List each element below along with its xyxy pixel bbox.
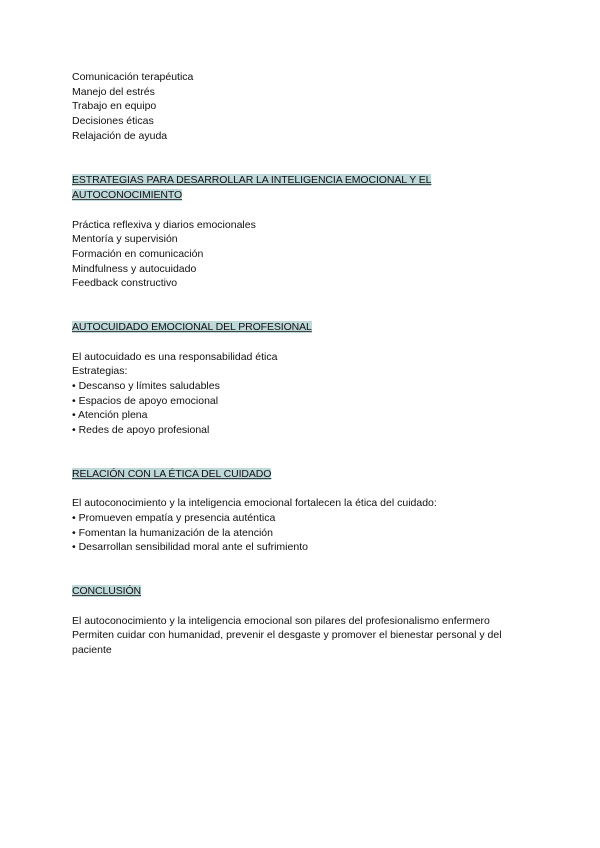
bullet-item: • Desarrollan sensibilidad moral ante el sufrimiento [72,541,308,554]
bullet-item: • Espacios de apoyo emocional [72,394,219,407]
section-heading-strategies: ESTRATEGIAS PARA DESARROLLAR LA INTELIGENCIA EMOCIONAL Y EL AUTOCONOCIMIENTO [72,173,432,202]
list-item: Feedback constructivo [72,277,178,290]
list-item: Formación en comunicación [72,247,204,260]
bullet-item: • Redes de apoyo profesional [72,424,210,437]
list-item: Decisiones éticas [72,115,154,128]
list-item: Relajación de ayuda [72,129,168,142]
paragraph: El autocuidado es una responsabilidad ética [72,350,278,363]
section-heading-ethics: RELACIÓN CON LA ÉTICA DEL CUIDADO [72,467,272,480]
section-ethics [72,467,542,555]
paragraph: El autoconocimiento y la inteligencia emocional son pilares del profesionalismo enfermero [72,614,490,627]
list-item: Manejo del estrés [72,85,155,98]
list-item: Mindfulness y autocuidado [72,262,197,275]
list-item: Práctica reflexiva y diarios emocionales [72,218,256,231]
bullet-item: • Atención plena [72,409,148,422]
top-list [72,70,542,144]
section-conclusion [72,584,542,658]
section-heading-conclusion: CONCLUSIÓN [72,585,142,598]
subheading: Estrategias: [72,365,128,378]
section-strategies [72,173,542,292]
document-body [72,70,542,658]
section-heading-selfcare: AUTOCUIDADO EMOCIONAL DEL PROFESIONAL [72,321,312,334]
list-item: Mentoría y supervisión [72,233,178,246]
bullet-item: • Descanso y límites saludables [72,379,220,392]
paragraph: Permiten cuidar con humanidad, prevenir el desgaste y promover el bienestar personal y del paciente [72,629,502,656]
list-item: Trabajo en equipo [72,100,157,113]
list-item: Comunicación terapéutica [72,71,194,83]
bullet-item: • Fomentan la humanización de la atención [72,526,273,539]
paragraph: El autoconocimiento y la inteligencia emocional fortalecen la ética del cuidado: [72,497,437,510]
bullet-item: • Promueven empatía y presencia auténtica [72,511,276,524]
section-selfcare [72,320,542,438]
